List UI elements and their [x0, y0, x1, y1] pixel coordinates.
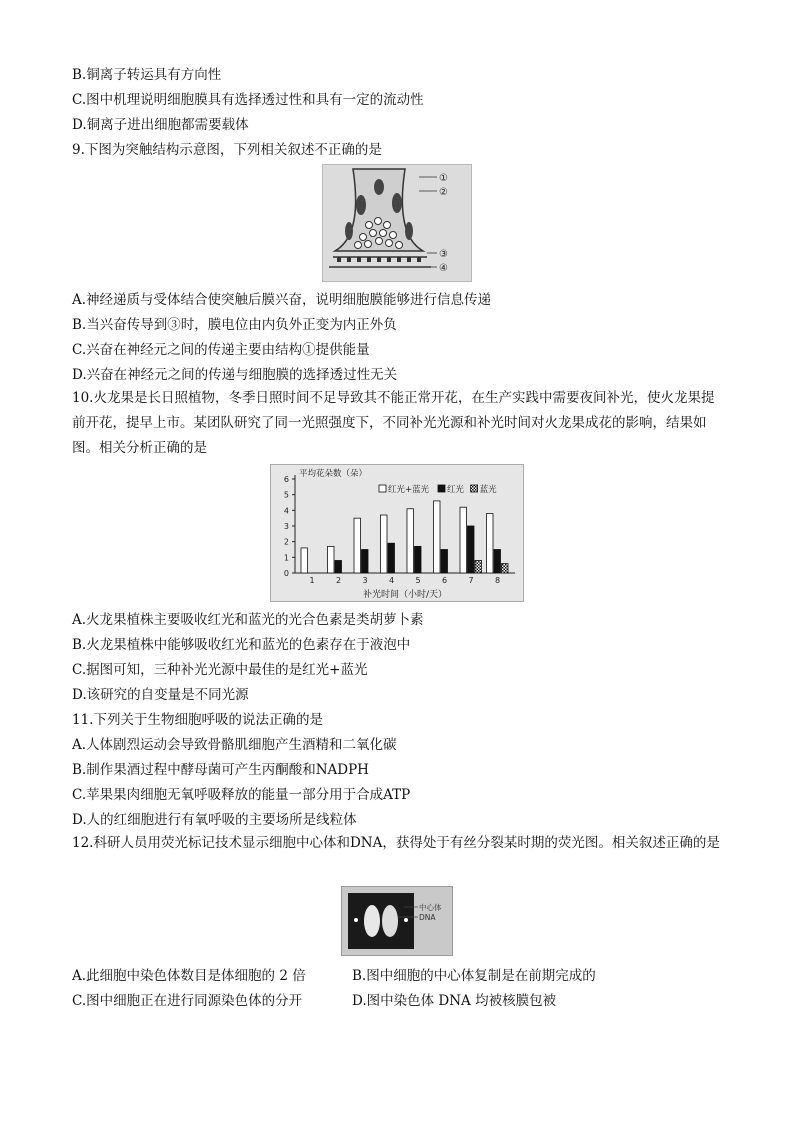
bar-1 [354, 518, 361, 573]
dna-label: DNA [419, 913, 436, 922]
q9-option-d: D.兴奋在神经元之间的传递与细胞膜的选择透过性无关 [72, 367, 398, 383]
bar-1 [487, 513, 494, 573]
synapse-figure [322, 164, 472, 282]
centrosome-label: 中心体 [419, 903, 442, 912]
legend-swatch-3 [471, 485, 478, 492]
question-9-stem: 9.下图为突触结构示意图，下列相关叙述不正确的是 [72, 142, 382, 158]
y-tick-label: 0 [283, 569, 289, 578]
q12-option-d: D.图中染色体 DNA 均被核膜包被 [352, 993, 557, 1009]
bar-1 [381, 515, 388, 573]
bar-1 [460, 507, 467, 573]
chart-svg [271, 465, 523, 601]
q12-option-a: A.此细胞中染色体数目是体细胞的 2 倍 [72, 968, 306, 984]
legend-swatch-2 [438, 485, 445, 492]
question-10-stem: 10.火龙果是长日照植物，冬季日照时间不足导致其不能正常开花，在生产实践中需要夜间补光，使火龙果提前开花，提早上市。某团队研究了同一光照强度下，不同补光光源和补光时间对火龙果成花的影响，结果如图。相关分析正确的是 [72, 390, 715, 456]
y-tick-label: 6 [283, 475, 289, 484]
q10-option-c: C.据图可知，三种补光光源中最佳的是红光+蓝光 [72, 662, 368, 678]
bar-1 [301, 548, 308, 573]
legend-label-3: 蓝光 [479, 485, 497, 495]
x-axis-label: 补光时间（小时/天） [362, 590, 448, 600]
synapse-label-4: ④ [439, 263, 448, 274]
x-tick-label: 3 [362, 576, 368, 585]
x-tick-label: 6 [441, 576, 448, 585]
x-tick-label: 1 [309, 576, 315, 585]
legend-label-1: 红光+蓝光 [388, 485, 430, 495]
legend-swatch-1 [379, 485, 386, 492]
synapse-label-2: ② [439, 187, 448, 198]
x-tick-label: 8 [494, 576, 501, 585]
q9-option-b: B.当兴奋传导到③时，膜电位由内负外正变为内正外负 [72, 317, 397, 333]
flower-count-chart [270, 464, 524, 602]
q9-option-a: A.神经递质与受体结合使突触后膜兴奋，说明细胞膜能够进行信息传递 [72, 292, 492, 308]
q9-option-c: C.兴奋在神经元之间的传递主要由结构①提供能量 [72, 342, 370, 358]
bar-1 [434, 501, 441, 573]
fluorescence-drawing [342, 887, 452, 955]
y-tick-label: 4 [283, 506, 289, 516]
x-tick-label: 5 [415, 576, 421, 585]
q8-option-c: C.图中机理说明细胞膜具有选择透过性和具有一定的流动性 [72, 92, 424, 108]
x-tick-label: 2 [335, 576, 342, 585]
question-12-stem: 12.科研人员用荧光标记技术显示细胞中心体和DNA，获得处于有丝分裂某时期的荧光图。相关叙述正确的是 [72, 835, 720, 851]
q10-option-d: D.该研究的自变量是不同光源 [72, 687, 249, 703]
bar-2 [468, 526, 475, 573]
y-tick-label: 5 [283, 490, 289, 500]
question-11-stem: 11.下列关于生物细胞呼吸的说法正确的是 [72, 712, 323, 728]
q11-option-a: A.人体剧烈运动会导致骨骼肌细胞产生酒精和二氧化碳 [72, 737, 397, 753]
q10-option-a: A.火龙果植株主要吸收红光和蓝光的光合色素是类胡萝卜素 [72, 612, 424, 628]
q8-option-b: B.铜离子转运具有方向性 [72, 67, 222, 83]
q10-option-b: B.火龙果植株中能够吸收红光和蓝光的色素存在于液泡中 [72, 637, 411, 653]
bar-2 [362, 550, 369, 574]
bar-2 [441, 550, 448, 574]
y-tick-label: 3 [283, 522, 289, 531]
y-tick-label: 2 [283, 537, 289, 547]
q12-option-b: B.图中细胞的中心体复制是在前期完成的 [352, 968, 596, 984]
q12-option-c: C.图中细胞正在进行同源染色体的分开 [72, 993, 303, 1009]
x-tick-label: 4 [388, 576, 395, 585]
bar-2 [494, 550, 501, 574]
q11-option-c: C.苹果果肉细胞无氧呼吸释放的能量一部分用于合成ATP [72, 787, 411, 803]
bar-2 [388, 543, 395, 573]
bar-3 [502, 564, 509, 573]
legend-label-2: 红光 [447, 485, 465, 495]
x-tick-label: 7 [468, 576, 474, 585]
y-tick-label: 1 [283, 553, 289, 563]
bar-2 [335, 560, 342, 573]
fluorescence-image [341, 886, 453, 956]
bar-1 [328, 546, 335, 573]
bar-1 [407, 509, 414, 573]
bar-3 [475, 560, 482, 573]
synapse-label-1: ① [439, 173, 448, 184]
q11-option-d: D.人的红细胞进行有氧呼吸的主要场所是线粒体 [72, 812, 357, 828]
synapse-drawing [323, 165, 471, 281]
bar-2 [415, 546, 422, 573]
y-axis-label: 平均花朵数（朵） [299, 469, 368, 479]
q11-option-b: B.制作果酒过程中酵母菌可产生丙酮酸和NADPH [72, 762, 369, 778]
synapse-label-3: ③ [439, 249, 448, 260]
q8-option-d: D.铜离子进出细胞都需要载体 [72, 117, 249, 133]
